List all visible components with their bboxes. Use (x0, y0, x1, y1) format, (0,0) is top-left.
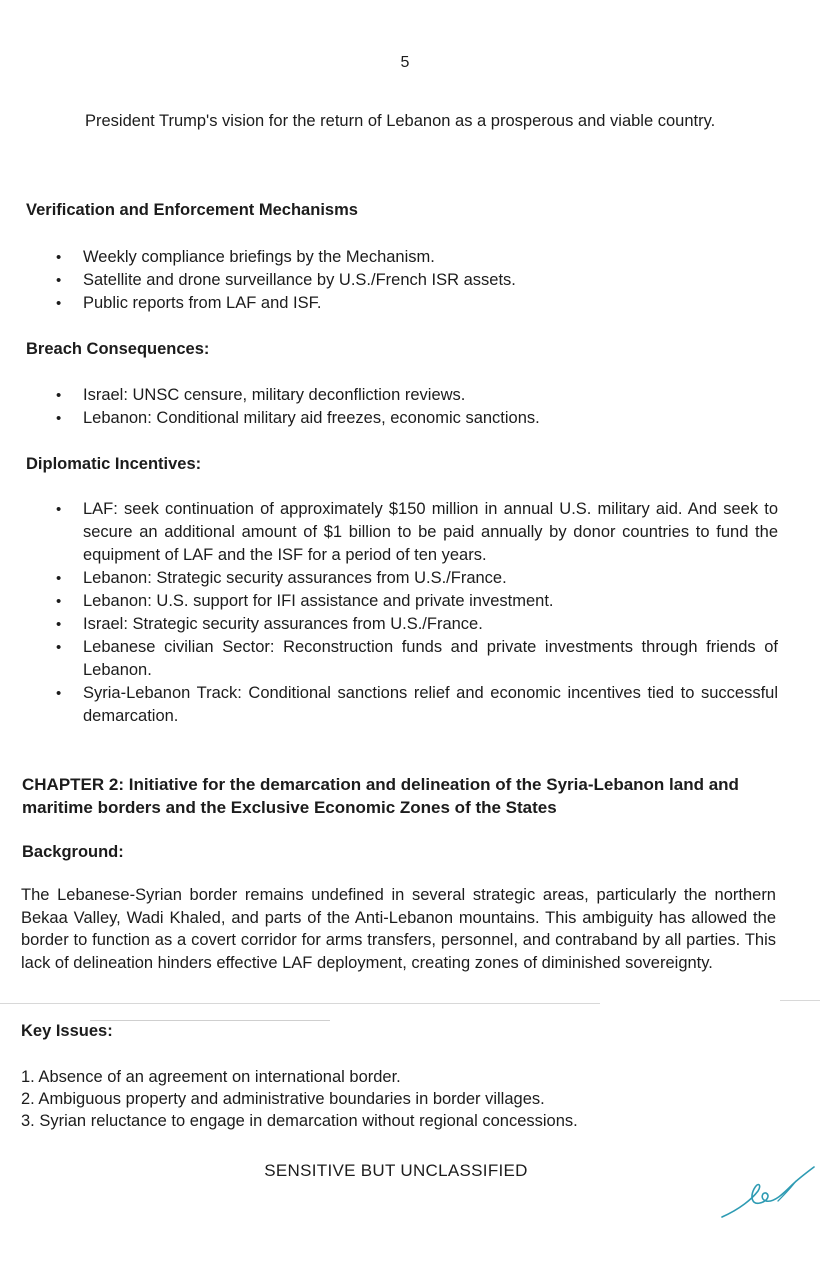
breach-heading: Breach Consequences: (26, 340, 210, 358)
list-item: • Israel: UNSC censure, military deconfliction reviews. (26, 384, 766, 407)
diplomatic-heading: Diplomatic Incentives: (26, 455, 202, 473)
list-item: • Satellite and drone surveillance by U.S./French ISR assets. (26, 269, 766, 292)
list-item: • Syria-Lebanon Track: Conditional sanctions relief and economic incentives tied to successful demarcation. (26, 682, 778, 728)
verification-list (26, 246, 766, 315)
intro-paragraph: President Trump's vision for the return of Lebanon as a prosperous and viable country. (85, 112, 716, 130)
list-item: • Lebanese civilian Sector: Reconstruction funds and private investments through friends of Lebanon. (26, 636, 778, 682)
list-item: 1. Absence of an agreement on international border. (21, 1068, 401, 1086)
classification-marking: SENSITIVE BUT UNCLASSIFIED (264, 1161, 528, 1180)
scan-artifact (780, 1000, 820, 1001)
diplomatic-list (26, 498, 778, 728)
list-item: • LAF: seek continuation of approximately $150 million in annual U.S. military aid. And seek to secure an additional amount of $1 billion to be paid annually by donor countries to fund the equipment of LAF and the ISF for a period of ten years. (26, 498, 778, 567)
scan-artifact (90, 1020, 330, 1021)
list-item: • Weekly compliance briefings by the Mechanism. (26, 246, 766, 269)
scan-artifact (0, 1003, 600, 1004)
list-item: • Lebanon: U.S. support for IFI assistance and private investment. (26, 590, 778, 613)
chapter-title: CHAPTER 2: Initiative for the demarcation and delineation of the Syria-Lebanon land and maritime borders and the Exclusive Economic Zones of the States (22, 775, 739, 817)
breach-list (26, 384, 766, 430)
list-item: • Public reports from LAF and ISF. (26, 292, 766, 315)
list-item: 3. Syrian reluctance to engage in demarcation without regional concessions. (21, 1112, 578, 1130)
handwritten-initials (718, 1165, 818, 1225)
list-item: • Lebanon: Strategic security assurances from U.S./France. (26, 567, 778, 590)
verification-heading: Verification and Enforcement Mechanisms (26, 201, 358, 219)
key-issues-heading: Key Issues: (21, 1022, 113, 1040)
key-issues-list (21, 1066, 578, 1132)
list-item: • Lebanon: Conditional military aid freezes, economic sanctions. (26, 407, 766, 430)
background-paragraph: The Lebanese-Syrian border remains undefined in several strategic areas, particularly the northern Bekaa Valley, Wadi Khaled, and parts of the Anti-Lebanon mountains. This ambiguity has allowed the border to function as a covert corridor for arms transfers, personnel, and contraband by all parties. This lack of delineation hinders effective LAF deployment, creating zones of diminished sovereignty. (21, 886, 776, 972)
list-item: 2. Ambiguous property and administrative boundaries in border villages. (21, 1090, 545, 1108)
background-heading: Background: (22, 843, 124, 861)
page-number: 5 (400, 54, 410, 71)
list-item: • Israel: Strategic security assurances from U.S./France. (26, 613, 778, 636)
